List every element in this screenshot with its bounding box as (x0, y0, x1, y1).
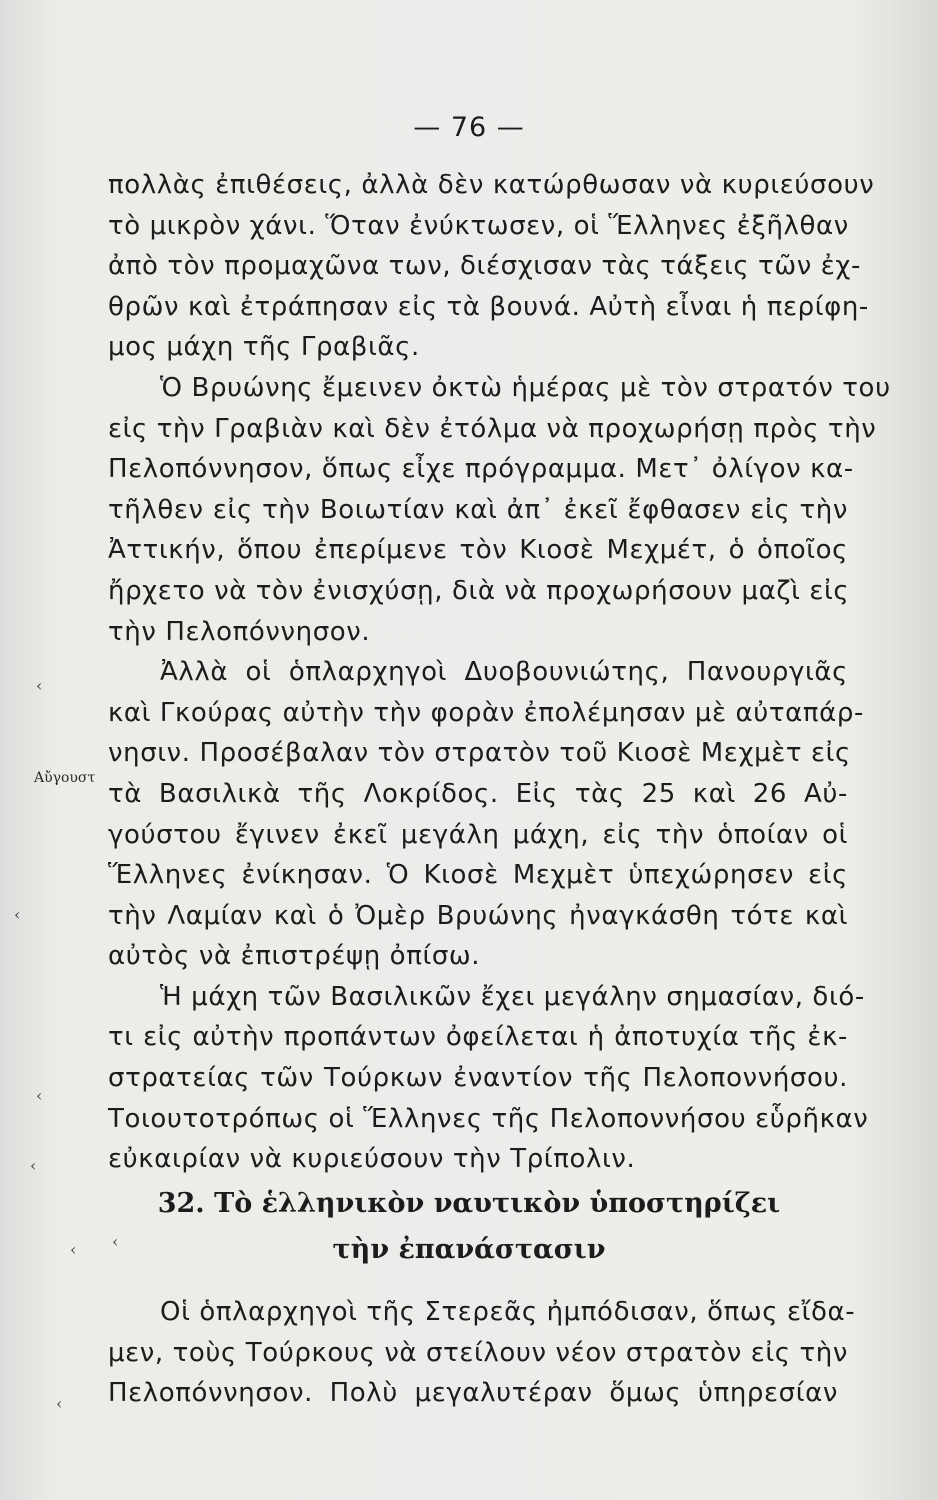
margin-speck: ‹ (36, 1086, 43, 1105)
text-line: τῆλθεν εἰς τὴν Βοιωτίαν καὶ ἀπ᾽ ἐκεῖ ἔφθασεν εἰς τὴν (108, 494, 848, 525)
body-text-block-1 (108, 165, 891, 1180)
text-line: αὐτὸς νὰ ἐπιστρέψῃ ὀπίσω. (108, 941, 481, 972)
text-line: Πελοπόννησον, ὅπως εἶχε πρόγραμμα. Μετ᾽ ὀλίγον κα- (108, 454, 854, 485)
text-line: εἰς τὴν Γραβιὰν καὶ δὲν ἐτόλμα νὰ προχωρήσῃ πρὸς τὴν (108, 413, 877, 444)
margin-speck: ‹ (70, 1240, 77, 1259)
text-line: ἤρχετο νὰ τὸν ἐνισχύσῃ, διὰ νὰ προχωρήσουν μαζὶ εἰς (108, 575, 850, 606)
text-line: καὶ Γκούρας αὐτὴν τὴν φορὰν ἐπολέμησαν μὲ αὐταπάρ- (108, 697, 864, 728)
margin-speck: ‹ (56, 1394, 63, 1413)
text-line: πολλὰς ἐπιθέσεις, ἀλλὰ δὲν κατώρθωσαν νὰ κυριεύσουν (108, 170, 875, 200)
margin-speck: ‹ (112, 1232, 119, 1251)
body-text-block-2 (108, 1292, 856, 1414)
text-line: τὴν Πελοπόννησον. (108, 616, 371, 647)
text-line: νησιν. Προσέβαλαν τὸν στρατὸν τοῦ Κιοσὲ Μεχμὲτ εἰς (108, 738, 851, 769)
text-line: Οἱ ὁπλαρχηγοὶ τῆς Στερεᾶς ἠμπόδισαν, ὅπως εἴδα- (160, 1297, 856, 1327)
text-line: ἀπὸ τὸν προμαχῶνα των, διέσχισαν τὰς τάξεις τῶν ἐχ- (108, 251, 861, 282)
text-line: μος μάχη τῆς Γραβιᾶς. (108, 332, 420, 363)
text-line: Ἀττικήν, ὅπου ἐπερίμενε τὸν Κιοσὲ Μεχμέτ, ὁ ὁποῖος (108, 535, 848, 566)
text-line: Ἕλληνες ἐνίκησαν. Ὁ Κιοσὲ Μεχμὲτ ὑπεχώρησεν εἰς (108, 860, 848, 891)
text-line: θρῶν καὶ ἐτράπησαν εἰς τὰ βουνά. Αὐτὴ εἶναι ἡ περίφη- (108, 291, 869, 322)
margin-note: Αὔγουστ (34, 770, 96, 786)
text-line: τὴν Λαμίαν καὶ ὁ Ὀμὲρ Βρυώνης ἠναγκάσθη τότε καὶ (108, 900, 848, 931)
text-line: μεν, τοὺς Τούρκους νὰ στείλουν νέον στρατὸν εἰς τὴν (108, 1337, 848, 1368)
text-line: Ἡ μάχη τῶν Βασιλικῶν ἔχει μεγάλην σημασίαν, διό- (160, 981, 865, 1012)
text-line: τὰ Βασιλικὰ τῆς Λοκρίδος. Εἰς τὰς 25 καὶ 26 Αὐ- (108, 778, 848, 809)
page-number: — 76 — (413, 112, 525, 143)
text-line: Ἀλλὰ οἱ ὁπλαρχηγοὶ Δυοβουνιώτης, Πανουργιᾶς (160, 657, 848, 688)
text-line: εὐκαιρίαν νὰ κυριεύσουν τὴν Τρίπολιν. (108, 1144, 636, 1175)
text-line: στρατείας τῶν Τούρκων ἐναντίον τῆς Πελοποννήσου. (108, 1063, 848, 1094)
margin-speck: ‹ (14, 905, 21, 924)
text-line: Ὁ Βρυώνης ἔμεινεν ὀκτὼ ἡμέρας μὲ τὸν στρατόν του (160, 372, 891, 403)
margin-speck: ‹ (30, 1156, 37, 1175)
text-line: Πελοπόννησον. Πολὺ μεγαλυτέραν ὅμως ὑπηρεσίαν (108, 1378, 838, 1409)
margin-speck: ‹ (36, 676, 43, 695)
text-line: γούστου ἔγινεν ἐκεῖ μεγάλη μάχη, εἰς τὴν ὁποίαν οἱ (108, 819, 848, 850)
text-line: τι εἰς αὐτὴν προπάντων ὀφείλεται ἡ ἀποτυχία τῆς ἐκ- (108, 1022, 848, 1053)
text-line: Τοιουτοτρόπως οἱ Ἕλληνες τῆς Πελοποννήσου εὗρῆκαν (108, 1103, 869, 1134)
section-heading-line-2: τὴν ἐπανάστασιν (332, 1234, 606, 1265)
text-line: τὸ μικρὸν χάνι. Ὅταν ἐνύκτωσεν, οἱ Ἕλληνες ἐξῆλθαν (108, 210, 849, 241)
section-heading-line-1: 32. Τὸ ἑλληνικὸν ναυτικὸν ὑποστηρίζει (157, 1188, 781, 1219)
